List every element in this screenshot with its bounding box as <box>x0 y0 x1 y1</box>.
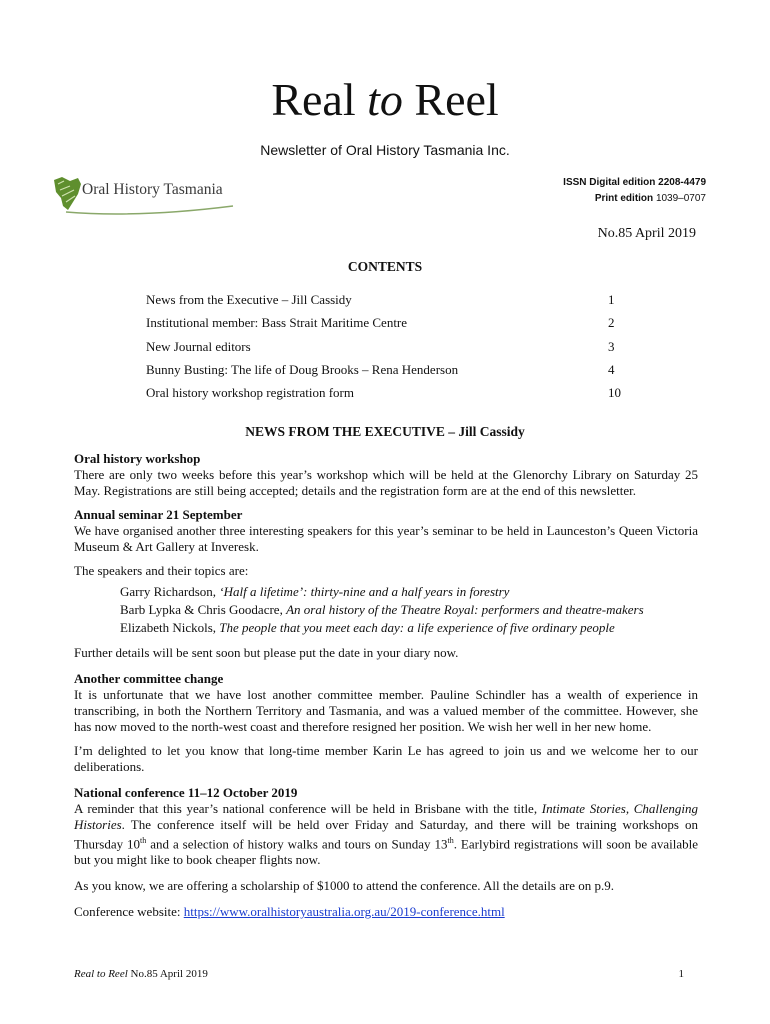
toc-item <box>146 339 626 362</box>
paragraph: Further details will be sent soon but please put the date in your diary now. <box>74 645 459 660</box>
news-heading: NEWS FROM THE EXECUTIVE – Jill Cassidy <box>245 424 525 439</box>
section-heading: Oral history workshop <box>74 451 201 466</box>
website-label: Conference website: <box>74 904 184 920</box>
paragraph: It is unfortunate that we have lost another committee member. Pauline Schindler has a wealth of experience in transcribing, in both the Northern Territory and Tasmania, and was a valued member of the committee. However, she has now moved to the north-west coast and therefore resigned her position. We wish her well in her new home. <box>74 687 698 734</box>
print-edition-value: 1039–0707 <box>655 193 706 204</box>
toc-title: News from the Executive – Jill Cassidy <box>146 292 352 307</box>
speakers-list <box>120 583 698 637</box>
paragraph: The speakers and their topics are: <box>74 563 249 578</box>
toc-page: 4 <box>608 361 615 377</box>
toc-page: 10 <box>608 385 621 401</box>
toc-item <box>146 292 626 315</box>
contents-heading: CONTENTS <box>347 259 423 274</box>
print-edition-label: Print edition <box>594 193 654 204</box>
speaker-item: Barb Lypka & Chris Goodacre, An oral history of the Theatre Royal: performers and theatre-makers <box>120 602 644 617</box>
speaker-item: Garry Richardson, ‘Half a lifetime’: thirty-nine and a half years in forestry <box>120 584 510 599</box>
paragraph: As you know, we are offering a scholarship of $1000 to attend the conference. All the details are on p.9. <box>74 878 615 894</box>
conference-website-link[interactable]: https://www.oralhistoryaustralia.org.au/2019-conference.html <box>183 904 505 920</box>
toc-item <box>146 362 626 385</box>
toc-item <box>146 385 626 408</box>
oral-history-tasmania-logo <box>48 172 248 216</box>
section-heading: Another committee change <box>74 671 224 686</box>
toc-title: New Journal editors <box>146 338 251 354</box>
logo-text: Oral History Tasmania <box>82 181 223 198</box>
toc-page: 3 <box>608 338 615 354</box>
toc-title: Bunny Busting: The life of Doug Brooks – Rena Henderson <box>146 361 459 377</box>
section-heading: Annual seminar 21 September <box>74 507 243 522</box>
toc-title: Oral history workshop registration form <box>146 385 354 401</box>
issue-number: No.85 April 2019 <box>597 226 696 241</box>
toc-page: 1 <box>608 292 615 307</box>
issn-digital: ISSN Digital edition 2208-4479 <box>563 177 706 188</box>
section-heading: National conference 11–12 October 2019 <box>74 785 298 800</box>
toc-page: 2 <box>608 315 615 331</box>
paragraph: We have organised another three interesting speakers for this year’s seminar to be held in Launceston’s Queen Victoria Museum & Art Gallery at Inveresk. <box>74 523 698 554</box>
paragraph: There are only two weeks before this year’s workshop which will be held at the Glenorchy Library on Saturday 25 May. Registrations are still being accepted; details and the registration form are at the end of this newsletter. <box>74 467 698 498</box>
toc-title: Institutional member: Bass Strait Maritime Centre <box>146 315 408 331</box>
table-of-contents <box>146 292 626 408</box>
page-number: 1 <box>678 968 684 980</box>
toc-item <box>146 315 626 338</box>
paragraph: A reminder that this year’s national conference will be held in Brisbane with the title, Intimate Stories, Challenging Histories. The conference itself will be held over Friday and Saturday, and there will be training workshops on Thursday 10th and a selection of history walks and tours on Sunday 13th. Earlybird registrations will soon be available but you might like to book cheaper flights now. <box>74 801 699 868</box>
article-body <box>74 451 698 920</box>
speaker-item: Elizabeth Nickols, The people that you meet each day: a life experience of five ordinary people <box>120 620 615 635</box>
issn-block <box>563 175 706 207</box>
newsletter-subtitle: Newsletter of Oral History Tasmania Inc. <box>260 142 510 158</box>
footer-publication: Real to Reel No.85 April 2019 <box>74 968 208 980</box>
paragraph: I’m delighted to let you know that long-time member Karin Le has agreed to join us and we welcome her to our deliberations. <box>74 743 698 774</box>
newsletter-title: Real to Reel <box>271 74 499 125</box>
paragraph <box>74 904 698 920</box>
